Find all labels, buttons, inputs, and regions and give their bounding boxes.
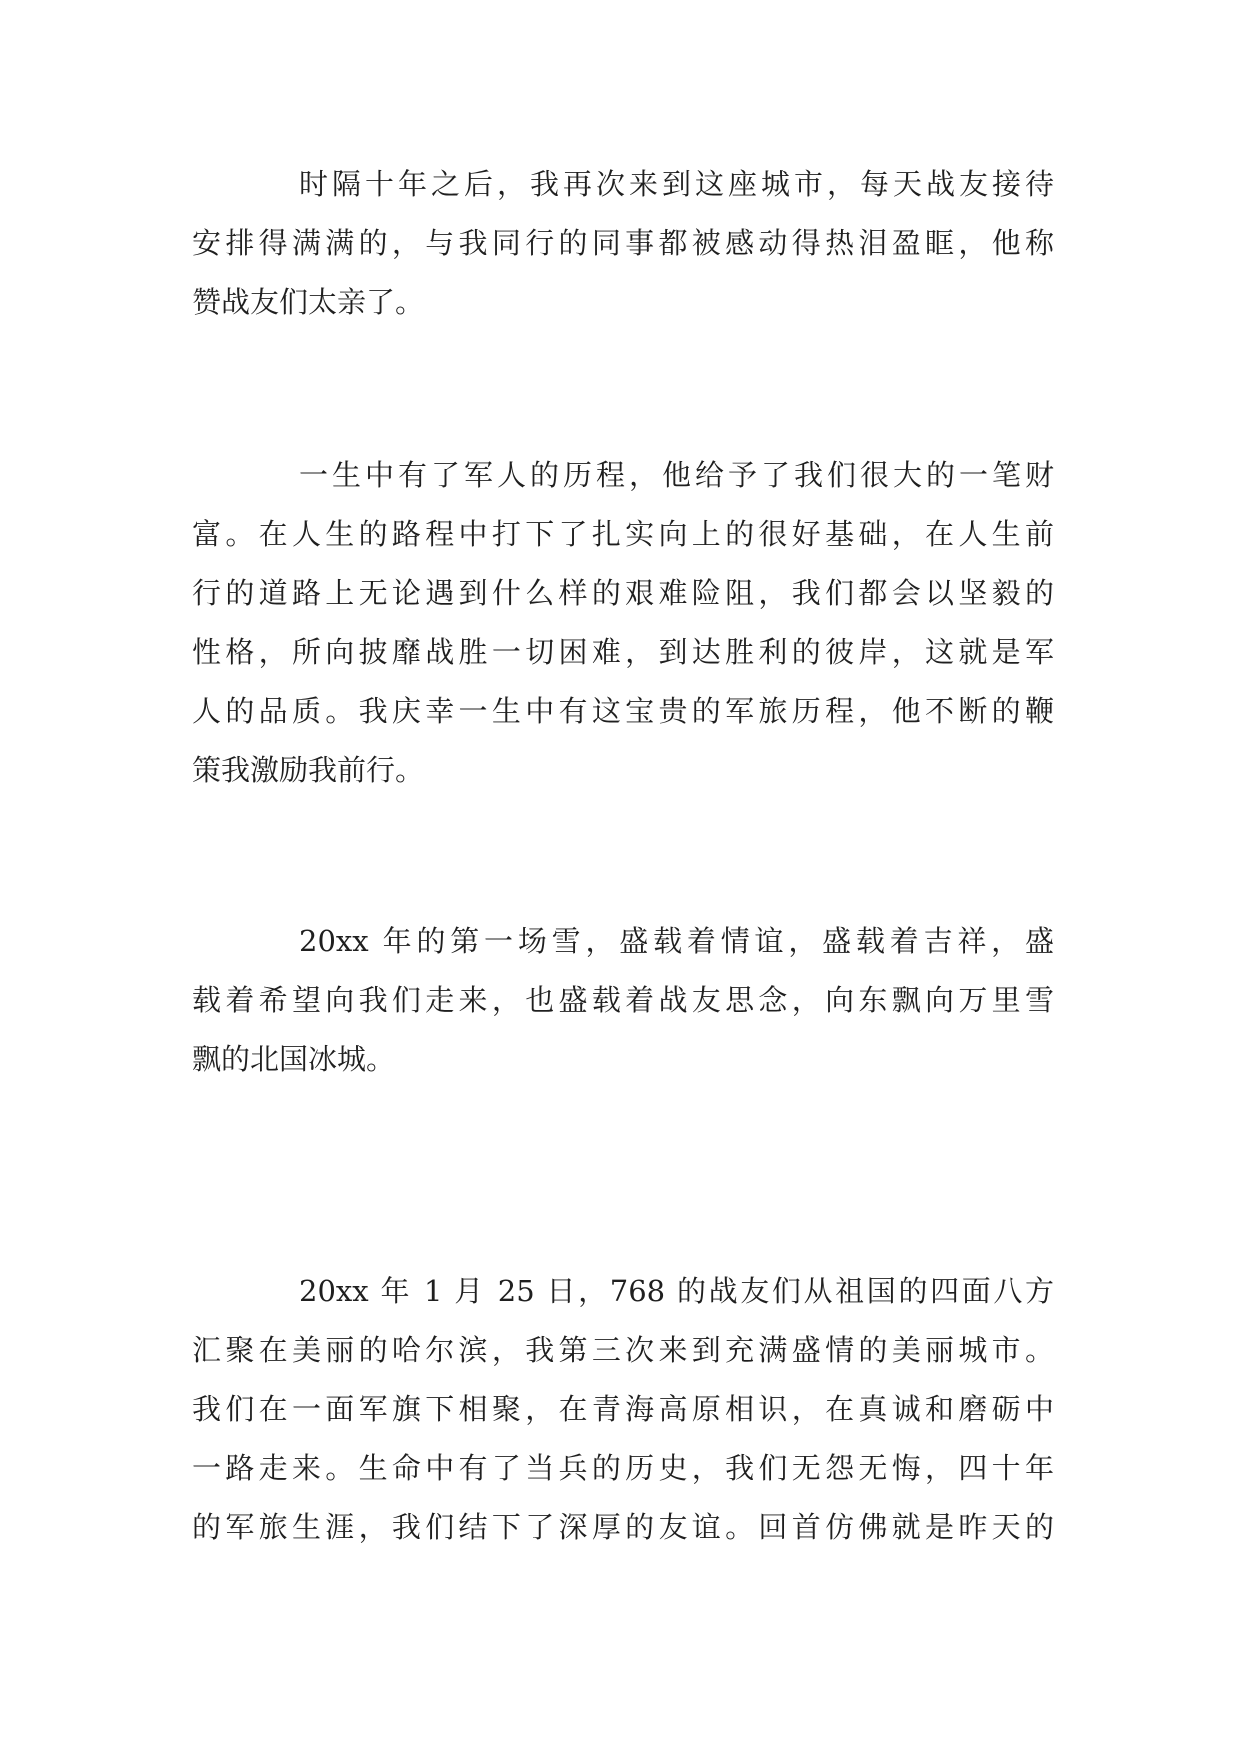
paragraph-4 (192, 1262, 1054, 1557)
paragraph-line: 的军旅生涯，我们结下了深厚的友谊。回首仿佛就是昨天的 (192, 1510, 1054, 1544)
paragraph-line: 行的道路上无论遇到什么样的艰难险阻，我们都会以坚毅的 (192, 576, 1054, 610)
paragraph-3 (192, 912, 1054, 1089)
paragraph-line: 我们在一面军旗下相聚，在青海高原相识，在真诚和磨砺中 (192, 1392, 1054, 1426)
paragraph-line: 时隔十年之后，我再次来到这座城市，每天战友接待 (299, 167, 1054, 201)
paragraph-line: 载着希望向我们走来，也盛载着战友思念，向东飘向万里雪 (192, 983, 1054, 1017)
paragraph-line: 20xx 年 1 月 25 日，768 的战友们从祖国的四面八方 (299, 1274, 1054, 1308)
paragraph-line: 富。在人生的路程中打下了扎实向上的很好基础，在人生前 (192, 517, 1054, 551)
paragraph-line: 赞战友们太亲了。 (192, 285, 425, 319)
paragraph-line: 一路走来。生命中有了当兵的历史，我们无怨无悔，四十年 (192, 1451, 1054, 1485)
paragraph-line: 汇聚在美丽的哈尔滨，我第三次来到充满盛情的美丽城市。 (192, 1333, 1054, 1367)
paragraph-2 (192, 446, 1054, 800)
paragraph-line: 飘的北国冰城。 (192, 1042, 396, 1076)
paragraph-1 (192, 155, 1054, 332)
paragraph-line: 安排得满满的，与我同行的同事都被感动得热泪盈眶，他称 (192, 226, 1054, 260)
paragraph-line: 一生中有了军人的历程，他给予了我们很大的一笔财 (299, 458, 1054, 492)
paragraph-line: 人的品质。我庆幸一生中有这宝贵的军旅历程，他不断的鞭 (192, 694, 1054, 728)
paragraph-line: 策我激励我前行。 (192, 753, 425, 787)
paragraph-line: 20xx 年的第一场雪，盛载着情谊，盛载着吉祥，盛 (299, 924, 1054, 958)
paragraph-line: 性格，所向披靡战胜一切困难，到达胜利的彼岸，这就是军 (192, 635, 1054, 669)
